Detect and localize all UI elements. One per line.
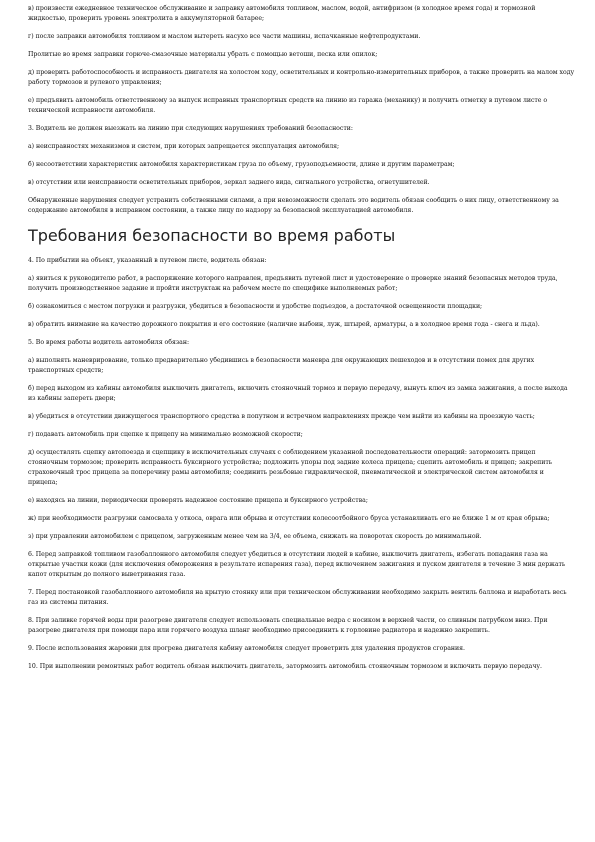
paragraph: б) ознакомиться с местом погрузки и разгрузки, убедиться в безопасности и удобстве подъездов, а достаточной освещенности площадки; [28, 303, 483, 310]
paragraph: б) несоответствии характеристик автомобиля характеристикам груза по объему, грузоподъемности, длине и другим параметрам; [28, 161, 455, 168]
paragraph: 4. По прибытии на объект, указанный в путевом листе, водитель обязан: [28, 257, 267, 264]
section-heading: Требования безопасности во время работы [28, 226, 396, 245]
paragraph: а) выполнять маневрирование, только предварительно убедившись в безопасности маневра для окружающих пешеходов и в отсутствии помех для других транспортных средств; [28, 357, 535, 374]
paragraph: 10. При выполнении ремонтных работ водитель обязан выключить двигатель, затормозить автомобиль стояночным тормозом и включить первую передачу. [28, 663, 542, 670]
paragraph: б) перед выходом из кабины автомобиля выключить двигатель, включить стояночный тормоз и первую передачу, вынуть ключ из замка зажигания, а после выхода из кабины запереть двери; [28, 385, 568, 402]
paragraph: з) при управлении автомобилем с прицепом, загруженным менее чем на 3/4, ее объема, снижать на поворотах скорость до минимальной. [28, 533, 482, 540]
paragraph: г) после заправки автомобиля топливом и маслом вытереть насухо все части машины, испачканные нефтепродуктами. [28, 33, 421, 40]
paragraph: а) неисправностях механизмов и систем, при которых запрещается эксплуатация автомобиля; [28, 143, 340, 150]
paragraph: 8. При заливке горячей воды при разогреве двигателя следует использовать специальные ведра с носиком в верхней части, со сливным патрубком вниз. При разогреве двигателя при помощи пара или горячего воздуха шланг необходимо присоединить к горловине радиатора и надежно закрепить. [28, 617, 548, 634]
section-preparation [28, 4, 575, 216]
paragraph: е) предъявить автомобиль ответственному за выпуск исправных транспортных средств на линию из гаража (механику) и получить отметку в путевом листе о технической исправности автомобиля. [28, 97, 548, 114]
paragraph: а) явиться к руководителю работ, в распоряжение которого направлен, предъявить путевой лист и удостоверение о проверке знаний безопасных методов труда, получить производственное задание и пройти инструктаж на рабочем месте по специфике выполняемых работ; [28, 275, 558, 292]
paragraph: д) осуществлять сцепку автопоезда и сцепщику в исключительных случаях с соблюдением указанной последовательности операций: затормозить прицеп стояночным тормозом; проверить исправность буксирного устройства; подложить упоры под задние колеса прицепа; сцепить автомобиль и прицеп; закрепить страховочный трос прицепа за поперечину рамы автомобиля; соединить резьбовые гидравлической, пневматической и электрической систем автомобиля и прицепа; [28, 449, 553, 486]
paragraph: Обнаруженные нарушения следует устранить собственными силами, а при невозможности сделать это водитель обязан сообщить о них лицу, ответственному за содержание автомобиля в исправном состоянии, а также лицу по надзору за безопасной эксплуатацией автомобиля. [28, 197, 559, 214]
paragraph: в) отсутствии или неисправности осветительных приборов, зеркал заднего вида, сигнального устройства, огнетушителей. [28, 179, 430, 186]
paragraph: д) проверить работоспособность и исправность двигателя на холостом ходу, осветительных и контрольно-измерительных приборов, а также проверить на малом ходу работу тормозов и рулевого управления; [28, 69, 575, 86]
paragraph: 5. Во время работы водитель автомобиля обязан: [28, 339, 190, 346]
paragraph: 3. Водитель не должен выезжать на линию при следующих нарушениях требований безопасности: [28, 125, 353, 132]
paragraph: 7. Перед постановкой газобаллонного автомобиля на крытую стоянку или при техническом обслуживании необходимо закрыть вентиль баллона и выработать весь газ из системы питания. [28, 589, 567, 606]
section-during-work [28, 256, 575, 672]
paragraph: 9. После использования жаровни для прогрева двигателя кабину автомобиля следует проветрить для удаления продуктов сгорания. [28, 645, 465, 652]
paragraph: в) убедиться в отсутствии движущегося транспортного средства в попутном и встречном направлениях прежде чем выйти из кабины на проезжую часть; [28, 413, 535, 420]
paragraph: ж) при необходимости разгрузки самосвала у откоса, оврага или обрыва и отсутствии колесоотбойного бруса устанавливать его не ближе 1 м от края обрыва; [28, 515, 550, 522]
paragraph: в) обратить внимание на качество дорожного покрытия и его состояние (наличие выбоин, луж, штырей, арматуры, а в холодное время года - снега и льда). [28, 321, 540, 328]
paragraph: 6. Перед заправкой топливом газобаллонного автомобиля следует убедиться в отсутствии людей в кабине, выключить двигатель, избегать попадания газа на открытые участки кожи (для исключения обморожения в результате испарения газа), перед включением зажигания и пуском двигателя в течение 3 мин держать капот открытым до полного выветривания газа. [28, 551, 566, 578]
paragraph: г) подавать автомобиль при сцепке к прицепу на минимально возможной скорости; [28, 431, 303, 438]
paragraph: в) произвести ежедневное техническое обслуживание и заправку автомобиля топливом, маслом, водой, антифризом (в холодное время года) и тормозной жидкостью, проверить уровень электролита в аккумуляторной батарее; [28, 5, 536, 22]
paragraph: е) находясь на линии, периодически проверять надежное состояние прицепа и буксирного устройства; [28, 497, 368, 504]
paragraph: Пролитые во время заправки горюче-смазочные материалы убрать с помощью ветоши, песка или опилок; [28, 51, 378, 58]
